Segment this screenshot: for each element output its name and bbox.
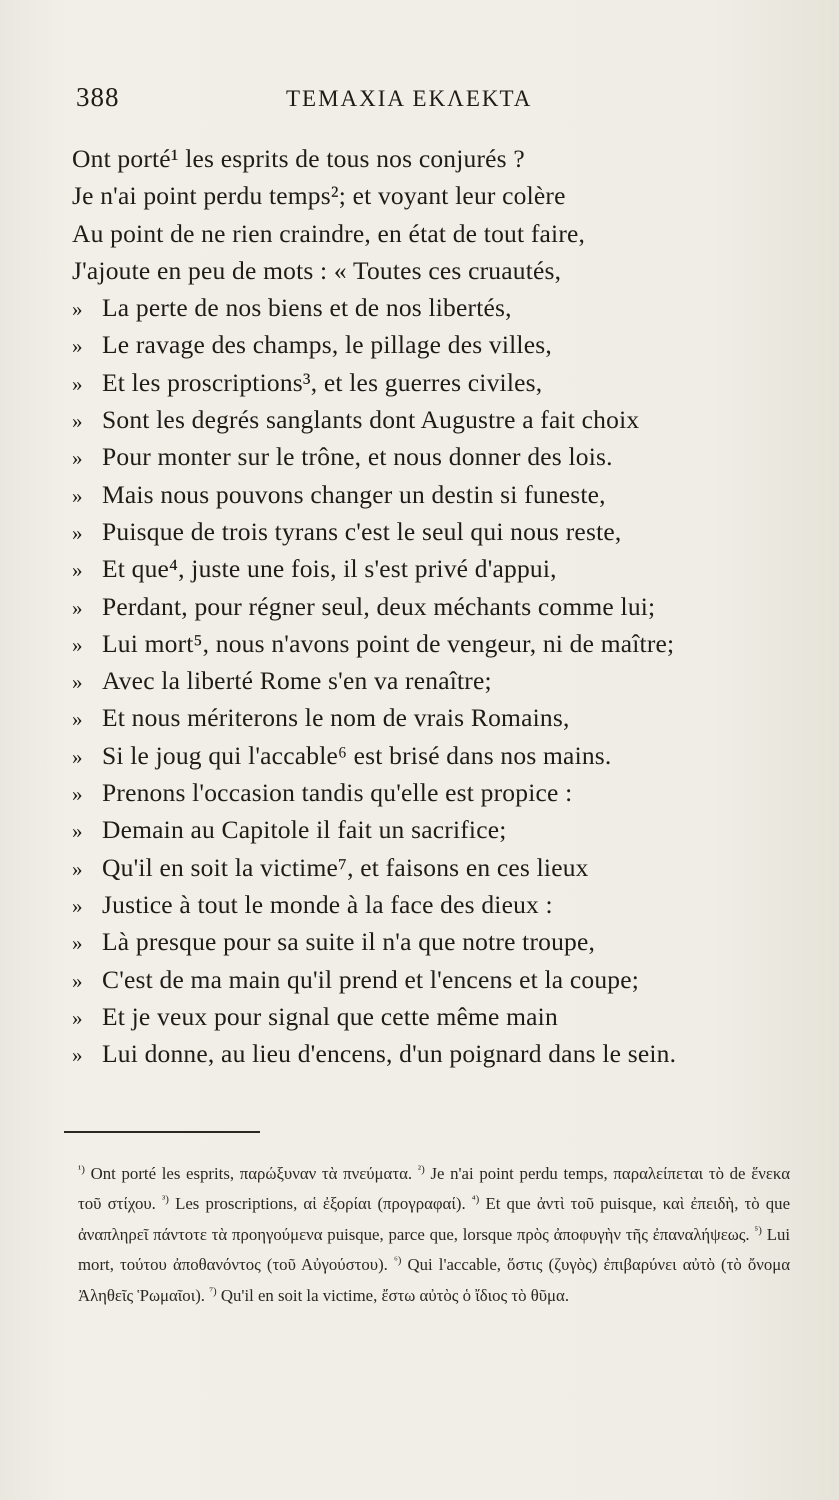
quote-mark: » bbox=[72, 819, 83, 844]
verse-text: Et que⁴, juste une fois, il s'est privé d'appui, bbox=[102, 554, 557, 584]
page-header bbox=[76, 82, 796, 118]
verse-text: Si le joug qui l'accable⁶ est brisé dans nos mains. bbox=[102, 740, 612, 770]
verse-text: Prenons l'occasion tandis qu'elle est propice : bbox=[102, 778, 573, 808]
footnote-text: Je n'ai point perdu temps, παραλείπεται τὸ de ἕνεκα τοῦ στίχου. bbox=[78, 1163, 790, 1214]
quote-mark: » bbox=[72, 968, 83, 993]
verse-text: La perte de nos biens et de nos libertés, bbox=[102, 293, 512, 323]
verse-line bbox=[72, 811, 812, 848]
verse-line bbox=[72, 550, 812, 587]
verse-line bbox=[72, 177, 812, 214]
page-number: 388 bbox=[76, 82, 120, 112]
verse-line bbox=[72, 252, 812, 289]
footnote-text: Qu'il en soit la victime, ἔστω αὐτὸς ὁ ἴδιος τὸ θῦμα. bbox=[220, 1285, 570, 1305]
verse-text: Lui donne, au lieu d'encens, d'un poignard dans le sein. bbox=[102, 1039, 677, 1069]
quote-mark: » bbox=[72, 409, 83, 434]
quote-mark: » bbox=[72, 931, 83, 956]
footnote-mark: ¹) bbox=[78, 1163, 85, 1175]
verse-line bbox=[72, 961, 812, 998]
footnotes bbox=[78, 1156, 790, 1309]
footnote bbox=[209, 1286, 569, 1305]
verse-text: Sont les degrés sanglants dont Augustre a fait choix bbox=[102, 405, 640, 435]
quote-mark: » bbox=[72, 520, 83, 545]
quote-mark: » bbox=[72, 558, 83, 583]
verse-line bbox=[72, 438, 812, 475]
footnote bbox=[78, 1164, 418, 1183]
verse-line bbox=[72, 737, 812, 774]
quote-mark: » bbox=[72, 297, 83, 322]
quote-mark: » bbox=[72, 893, 83, 918]
verse-text: Demain au Capitole il fait un sacrifice; bbox=[102, 815, 507, 845]
verse-text: Avec la liberté Rome s'en va renaître; bbox=[102, 666, 492, 696]
quote-mark: » bbox=[72, 483, 83, 508]
verse-text: Et les proscriptions³, et les guerres civiles, bbox=[102, 367, 543, 397]
quote-mark: » bbox=[72, 595, 83, 620]
quote-mark: » bbox=[72, 670, 83, 695]
quote-mark: » bbox=[72, 334, 83, 359]
verse-line bbox=[72, 998, 812, 1035]
footnote-text: Et que ἀντὶ τοῦ puisque, καὶ ἐπειδὴ, τὸ que ἀναπληρεῖ πάντοτε τὰ προηγούμενα puisque, parce que, lorsque πρὸς ἀποφυγὴν τῆς ἐπαναλήψεως. bbox=[78, 1194, 791, 1244]
verse-line bbox=[72, 215, 812, 252]
footnote-text: Ont porté les esprits, παρώξυναν τὰ πνεύματα. bbox=[90, 1163, 413, 1183]
verse-text: Le ravage des champs, le pillage des villes, bbox=[102, 330, 552, 360]
verse-text: Lui mort⁵, nous n'avons point de vengeur, ni de maître; bbox=[102, 628, 675, 658]
verse-text: Je n'ai point perdu temps²; et voyant leur colère bbox=[72, 181, 566, 211]
footnote-mark: ⁵) bbox=[754, 1224, 762, 1237]
verse-text: Là presque pour sa suite il n'a que notre troupe, bbox=[102, 927, 596, 957]
verse-text: Ont porté¹ les esprits de tous nos conjurés ? bbox=[72, 144, 525, 173]
verse-text: Au point de ne rien craindre, en état de tout faire, bbox=[72, 218, 586, 248]
verse-text: Justice à tout le monde à la face des dieux : bbox=[102, 889, 553, 919]
verse-line bbox=[72, 699, 812, 736]
footnote-mark: ²) bbox=[417, 1163, 425, 1175]
footnote bbox=[162, 1194, 472, 1213]
verse-text: Et je veux pour signal que cette même main bbox=[102, 1001, 558, 1031]
verse-text: J'ajoute en peu de mots : « Toutes ces cruautés, bbox=[72, 255, 562, 285]
verse-line bbox=[72, 401, 812, 438]
quote-mark: » bbox=[72, 1043, 83, 1068]
verse-line bbox=[72, 588, 812, 625]
verse-line bbox=[72, 140, 812, 177]
poem-verses bbox=[72, 140, 812, 1072]
running-title: ΤΕΜΑΧΙΑ ΕΚΛΕΚΤΑ bbox=[286, 86, 533, 111]
verse-line bbox=[72, 326, 812, 363]
footnote-mark: ³) bbox=[162, 1193, 169, 1206]
verse-text: C'est de ma main qu'il prend et l'encens et la coupe; bbox=[102, 964, 640, 994]
footnote-text: Lui mort, τούτου ἀποθανόντος (τοῦ Αὐγούστου). bbox=[78, 1224, 790, 1275]
verse-line bbox=[72, 849, 812, 886]
verse-line bbox=[72, 774, 812, 811]
verse-text: Qu'il en soit la victime⁷, et faisons en ces lieux bbox=[102, 852, 589, 882]
verse-line bbox=[72, 289, 812, 326]
verse-text: Pour monter sur le trône, et nous donner des lois. bbox=[102, 442, 613, 472]
verse-text: Perdant, pour régner seul, deux méchants comme lui; bbox=[102, 591, 656, 621]
footnote-mark: ⁴) bbox=[471, 1193, 480, 1206]
verse-line bbox=[72, 476, 812, 513]
quote-mark: » bbox=[72, 446, 83, 471]
verse-line bbox=[72, 662, 812, 699]
quote-mark: » bbox=[72, 744, 83, 769]
footnote-mark: ⁶) bbox=[393, 1254, 402, 1267]
quote-mark: » bbox=[72, 782, 83, 807]
footnote-text: Qui l'accable, ὅστις (ζυγὸς) ἐπιβαρύνει αὐτὸ (τὸ ὄνομα Ἀληθεῖς Ῥωμαῖοι). bbox=[78, 1255, 791, 1305]
quote-mark: » bbox=[72, 707, 83, 732]
quote-mark: » bbox=[72, 856, 83, 881]
quote-mark: » bbox=[72, 1005, 83, 1030]
verse-line bbox=[72, 513, 812, 550]
verse-text: Mais nous pouvons changer un destin si funeste, bbox=[102, 479, 606, 509]
verse-line bbox=[72, 886, 812, 923]
footnote-mark: ⁷) bbox=[209, 1285, 217, 1298]
verse-line bbox=[72, 625, 812, 662]
verse-line bbox=[72, 1035, 812, 1072]
quote-mark: » bbox=[72, 371, 83, 396]
verse-text: Et nous mériterons le nom de vrais Romains, bbox=[102, 703, 570, 733]
verse-line bbox=[72, 364, 812, 401]
footnote-text: Les proscriptions, αἱ ἐξορίαι (προγραφαί). bbox=[175, 1194, 466, 1214]
footnote-separator-rule bbox=[64, 1131, 260, 1133]
verse-line bbox=[72, 923, 812, 960]
verse-text: Puisque de trois tyrans c'est le seul qui nous reste, bbox=[102, 516, 622, 546]
quote-mark: » bbox=[72, 632, 83, 657]
